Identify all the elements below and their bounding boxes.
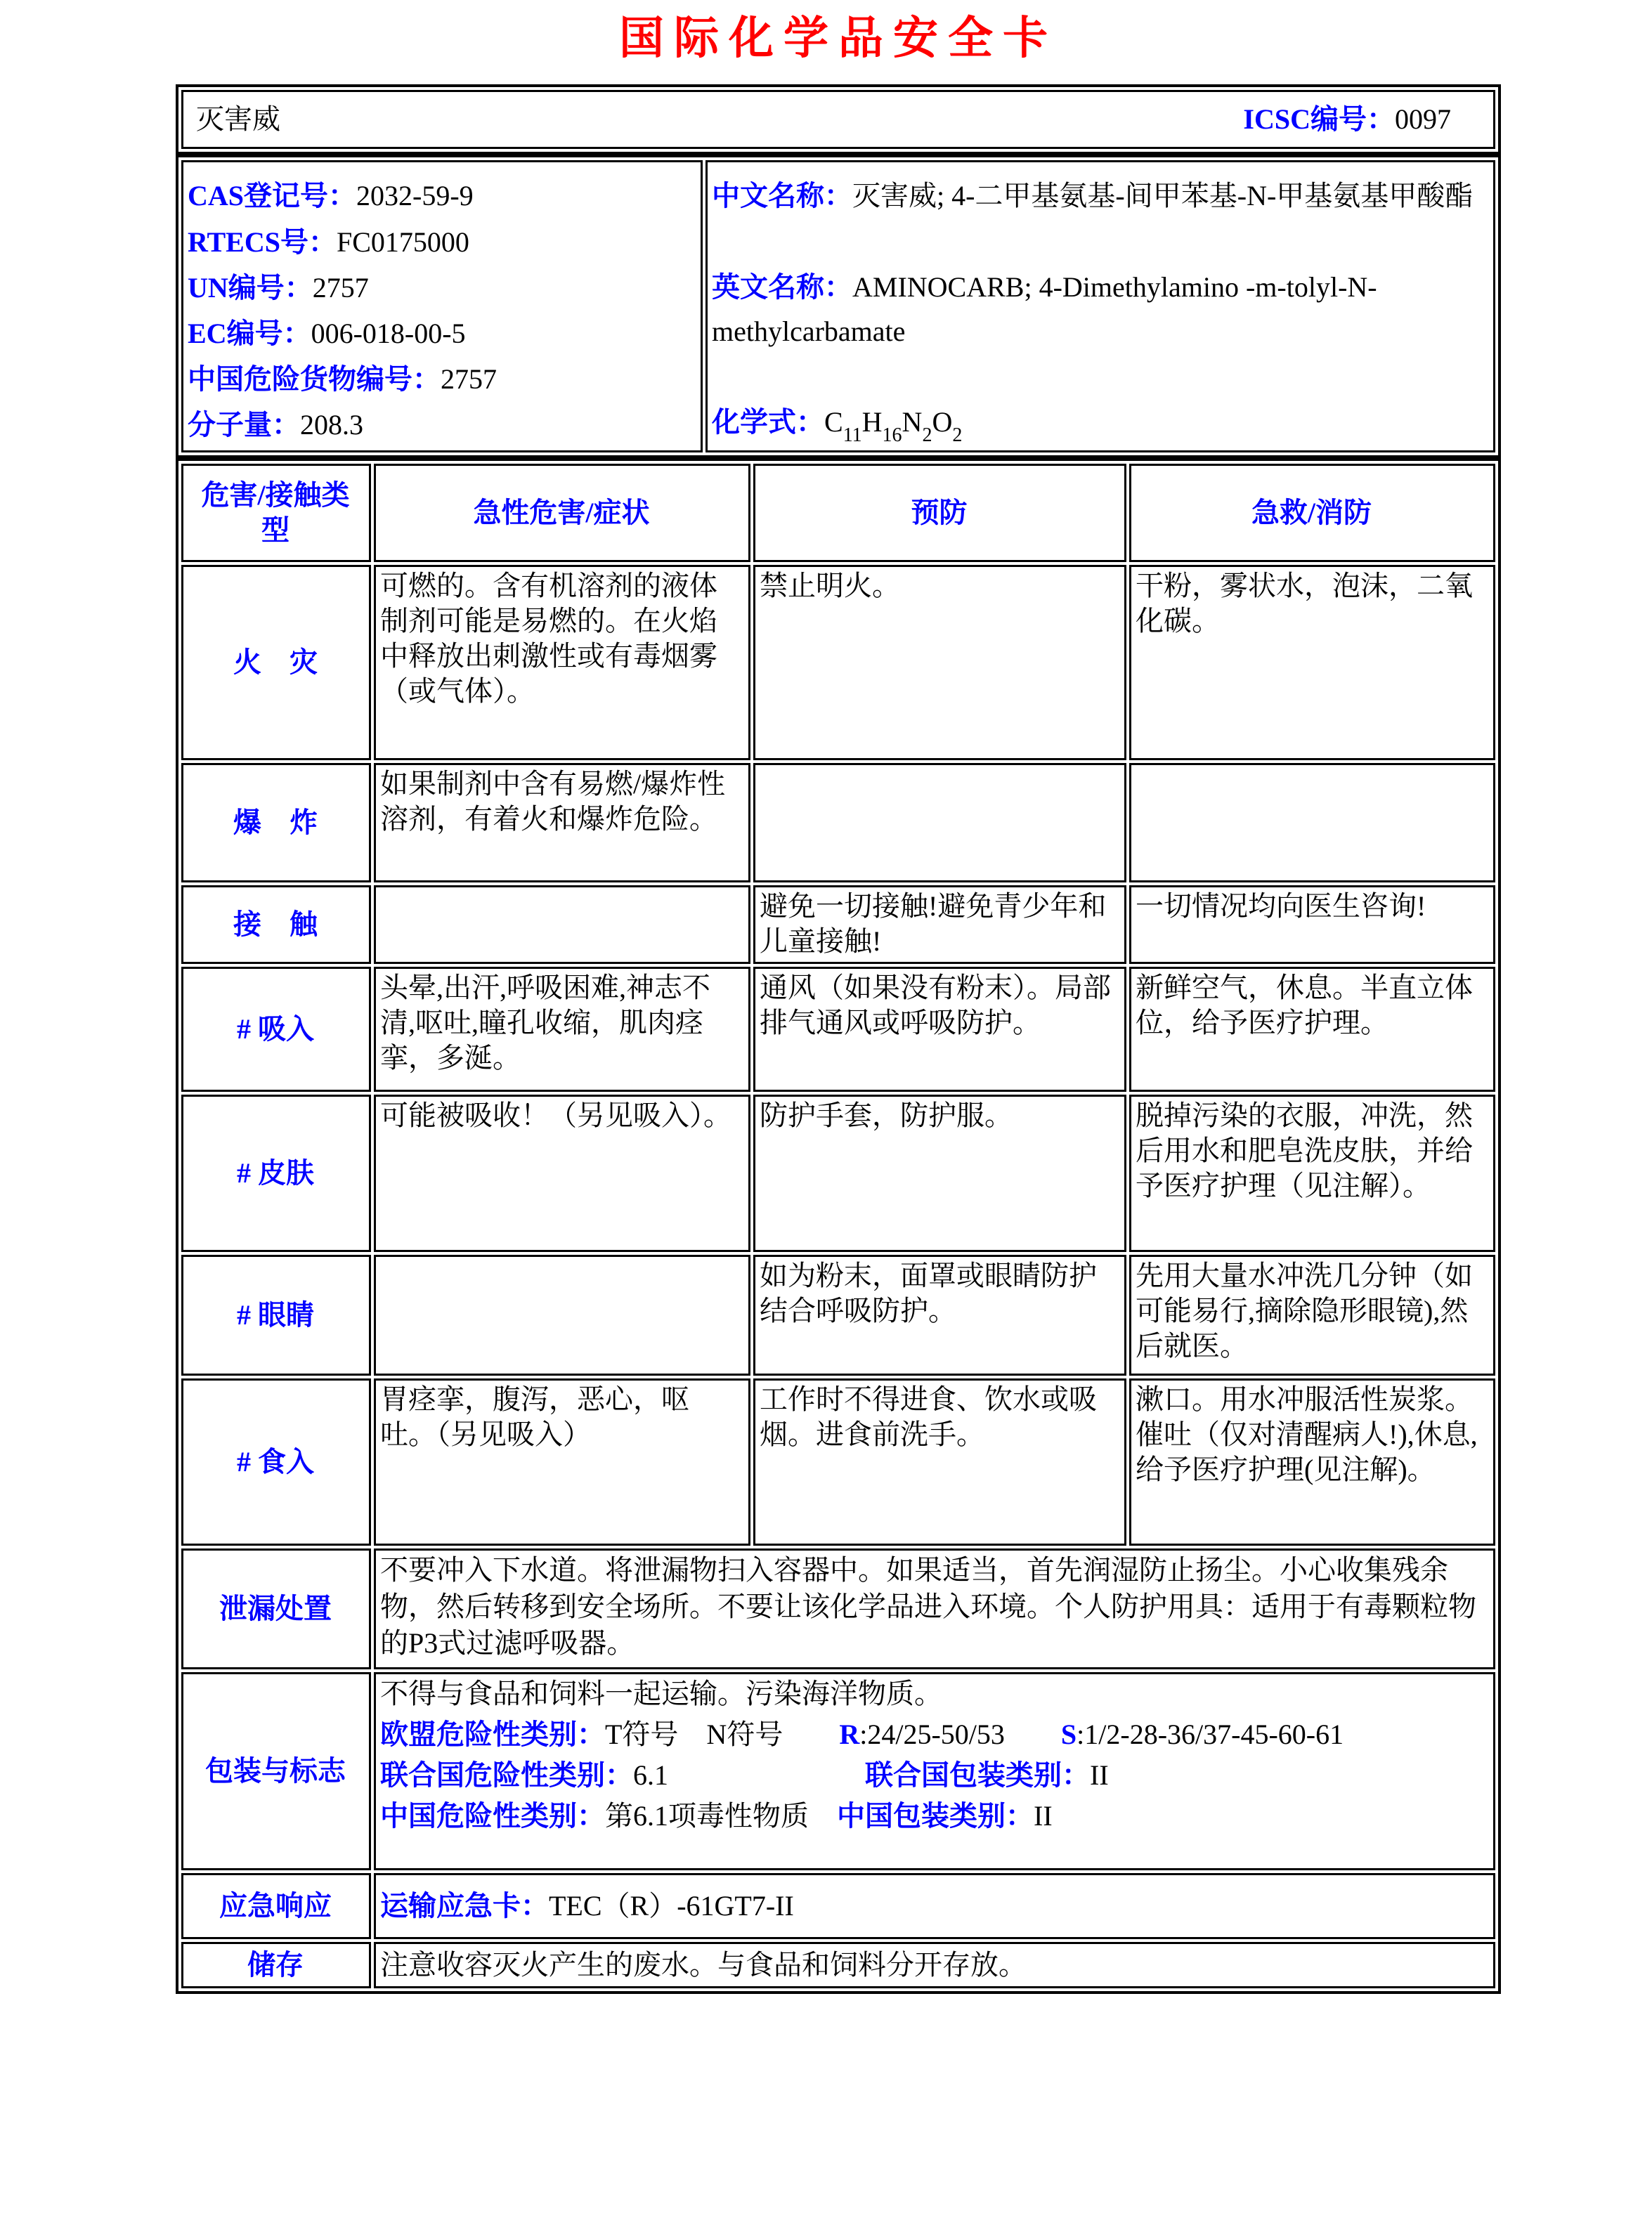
row-label-inhalation: # 吸入 bbox=[181, 967, 371, 1092]
hazard-row-fire bbox=[181, 565, 1495, 760]
hazard-table-header-row bbox=[181, 464, 1495, 562]
hazard-row-ingestion bbox=[181, 1378, 1495, 1546]
explosion-response bbox=[1129, 763, 1495, 882]
skin-response: 脱掉污染的衣服，冲洗，然后用水和肥皂洗皮肤，并给予医疗护理（见注解）。 bbox=[1129, 1095, 1495, 1252]
row-label-fire: 火 灾 bbox=[181, 565, 371, 760]
icsc-number-label: ICSC编号： bbox=[1243, 103, 1395, 136]
row-label-emergency: 应急响应 bbox=[181, 1873, 371, 1939]
eyes-prevention: 如为粉末，面罩或眼睛防护结合呼吸防护。 bbox=[753, 1255, 1126, 1376]
packaging-content bbox=[374, 1672, 1495, 1870]
substance-name: 灭害威 bbox=[196, 103, 280, 136]
fire-symptoms: 可燃的。含有机溶剂的液体制剂可能是易燃的。在火焰中释放出刺激性或有毒烟雾（或气体）。 bbox=[374, 565, 750, 760]
identifier-mol-weight: 分子量：208.3 bbox=[188, 409, 363, 441]
explosion-prevention bbox=[753, 763, 1126, 882]
icsc-card bbox=[176, 0, 1501, 1994]
header-hazard-type: 危害/接触类型 bbox=[181, 464, 371, 562]
header-prevention: 预防 bbox=[753, 464, 1126, 562]
hazard-row-skin bbox=[181, 1095, 1495, 1252]
icsc-number bbox=[1243, 102, 1451, 137]
ingestion-prevention: 工作时不得进食、饮水或吸烟。进食前洗手。 bbox=[753, 1378, 1126, 1546]
row-label-exposure: 接 触 bbox=[181, 885, 371, 964]
english-name: 英文名称：AMINOCARB; 4-Dimethylamino -m-tolyl-N-methylcarbamate bbox=[712, 270, 1377, 347]
identifier-un: UN编号：2757 bbox=[188, 271, 369, 304]
header-first-aid: 急救/消防 bbox=[1129, 464, 1495, 562]
hazard-row-explosion bbox=[181, 763, 1495, 882]
hazard-row-inhalation bbox=[181, 967, 1495, 1092]
identifier-cas: CAS登记号：2032-59-9 bbox=[188, 180, 474, 212]
card-header-cell bbox=[181, 90, 1495, 149]
page-title: 国际化学品安全卡 bbox=[619, 13, 1058, 63]
eyes-response: 先用大量水冲洗几分钟（如可能易行,摘除隐形眼镜),然后就医。 bbox=[1129, 1255, 1495, 1376]
icsc-number-value: 0097 bbox=[1395, 103, 1451, 136]
transport-emergency-card: 运输应急卡：TEC（R）-61GT7-II bbox=[380, 1889, 794, 1922]
section-row-emergency bbox=[181, 1873, 1495, 1939]
hazard-row-exposure bbox=[181, 885, 1495, 964]
row-label-spill: 泄漏处置 bbox=[181, 1548, 371, 1669]
inhalation-symptoms: 头晕,出汗,呼吸困难,神志不清,呕吐,瞳孔收缩，肌肉痉挛，多涎。 bbox=[374, 967, 750, 1092]
packaging-china-classification: 中国危险性类别：第6.1项毒性物质 中国包装类别：II bbox=[380, 1799, 1053, 1832]
storage-content: 注意收容灭火产生的废水。与食品和饲料分开存放。 bbox=[374, 1942, 1495, 1988]
identifier-list-cell bbox=[181, 160, 703, 452]
ingestion-symptoms: 胃痉挛，腹泻，恶心，呕吐。（另见吸入） bbox=[374, 1378, 750, 1546]
identifiers-table bbox=[176, 155, 1501, 457]
exposure-symptoms bbox=[374, 885, 750, 964]
row-label-eyes: # 眼睛 bbox=[181, 1255, 371, 1376]
skin-symptoms: 可能被吸收！（另见吸入）。 bbox=[374, 1095, 750, 1252]
section-row-spill bbox=[181, 1548, 1495, 1669]
chemical-formula: 化学式：$C_{11}H_{16}N_2O_2$ bbox=[712, 405, 963, 446]
packaging-transport-note: 不得与食品和饲料一起运输。污染海洋物质。 bbox=[380, 1677, 942, 1709]
packaging-eu-classification: 欧盟危险性类别：T符号 N符号 R:24/25-50/53 S:1/2-28-36/37-45-60-61 bbox=[380, 1718, 1344, 1750]
exposure-prevention: 避免一切接触!避免青少年和儿童接触! bbox=[753, 885, 1126, 964]
section-row-storage bbox=[181, 1942, 1495, 1988]
header-acute-symptoms: 急性危害/症状 bbox=[374, 464, 750, 562]
row-label-explosion: 爆 炸 bbox=[181, 763, 371, 882]
row-label-packaging: 包装与标志 bbox=[181, 1672, 371, 1870]
row-label-storage: 储存 bbox=[181, 1942, 371, 1988]
card-header-table bbox=[176, 84, 1501, 155]
packaging-un-classification: 联合国危险性类别：6.1 联合国包装类别：II bbox=[380, 1759, 1109, 1791]
chinese-name: 中文名称：灭害威; 4-二甲基氨基-间甲苯基-N-甲基氨基甲酸酯 bbox=[712, 180, 1474, 212]
inhalation-response: 新鲜空气，休息。半直立体位，给予医疗护理。 bbox=[1129, 967, 1495, 1092]
hazard-table bbox=[176, 458, 1501, 1994]
ingestion-response: 漱口。用水冲服活性炭浆。催吐（仅对清醒病人!),休息,给予医疗护理(见注解)。 bbox=[1129, 1378, 1495, 1546]
skin-prevention: 防护手套，防护服。 bbox=[753, 1095, 1126, 1252]
fire-response: 干粉，雾状水，泡沫，二氧化碳。 bbox=[1129, 565, 1495, 760]
card-header-bar bbox=[183, 96, 1493, 143]
explosion-symptoms: 如果制剂中含有易燃/爆炸性溶剂，有着火和爆炸危险。 bbox=[374, 763, 750, 882]
eyes-symptoms bbox=[374, 1255, 750, 1376]
identifier-ec: EC编号：006-018-00-5 bbox=[188, 317, 466, 349]
identifier-china-dg: 中国危险货物编号：2757 bbox=[188, 363, 497, 396]
fire-prevention: 禁止明火。 bbox=[753, 565, 1126, 760]
spill-content: 不要冲入下水道。将泄漏物扫入容器中。如果适当，首先润湿防止扬尘。小心收集残余物，然后转移到安全场所。不要让该化学品进入环境。个人防护用具：适用于有毒颗粒物的P3式过滤呼吸器。 bbox=[374, 1548, 1495, 1669]
section-row-packaging bbox=[181, 1672, 1495, 1870]
identifier-rtecs: RTECS号：FC0175000 bbox=[188, 226, 469, 258]
chemical-names-cell bbox=[705, 160, 1495, 452]
inhalation-prevention: 通风（如果没有粉末）。局部排气通风或呼吸防护。 bbox=[753, 967, 1126, 1092]
identifiers-row bbox=[181, 160, 1495, 452]
emergency-content bbox=[374, 1873, 1495, 1939]
hazard-row-eyes bbox=[181, 1255, 1495, 1376]
row-label-skin: # 皮肤 bbox=[181, 1095, 371, 1252]
card-header-row bbox=[181, 90, 1495, 149]
row-label-ingestion: # 食入 bbox=[181, 1378, 371, 1546]
exposure-response: 一切情况均向医生咨询! bbox=[1129, 885, 1495, 964]
